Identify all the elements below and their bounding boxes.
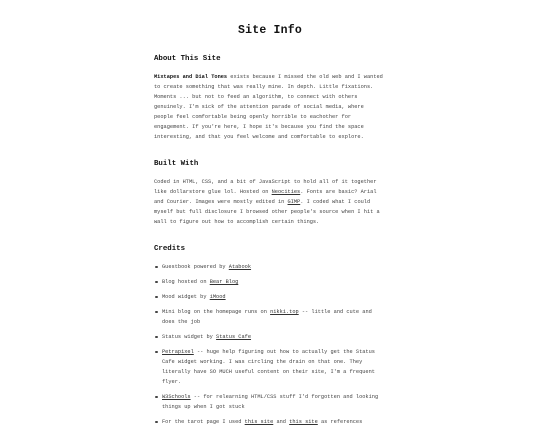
- item-text: and: [273, 419, 290, 425]
- petrapixel-link[interactable]: Petrapixel: [162, 349, 194, 355]
- list-item: [154, 332, 386, 342]
- about-heading: About This Site: [154, 55, 221, 63]
- bear-blog-link[interactable]: Bear Blog: [209, 279, 239, 285]
- site-name: Mixtapes and Dial Tones: [154, 74, 228, 80]
- built-heading: Built With: [154, 160, 199, 168]
- bullet-icon: [155, 266, 158, 269]
- list-item: [154, 292, 386, 302]
- bullet-icon: [155, 351, 158, 354]
- item-text: For the tarot page I used: [162, 419, 245, 425]
- item-text: Guestbook powered by: [162, 264, 229, 270]
- bullet-icon: [155, 421, 158, 424]
- bullet-icon: [155, 311, 158, 314]
- built-text-1: Coded in HTML, CSS, and a bit of JavaScript to hold all of it together like dollarstore glue lol. Hosted on: [154, 179, 377, 195]
- built-section: [154, 160, 386, 227]
- list-item: [154, 262, 386, 272]
- item-text: Mini blog on the homepage runs on: [162, 309, 271, 315]
- bullet-icon: [155, 396, 158, 399]
- atabook-link[interactable]: Atabook: [228, 264, 252, 270]
- item-text: Status widget by: [162, 334, 217, 340]
- item-text: -- huge help figuring out how to actually get the Status Cafe widget working. I was circling the drain on that one. They literally have SO MUCH useful content on their site, I'm a frequent flyer.: [162, 349, 375, 385]
- about-paragraph: [154, 72, 386, 142]
- list-item: [154, 307, 386, 327]
- item-text: Mood widget by: [162, 294, 210, 300]
- tarot-reference-link-1[interactable]: this site: [244, 419, 274, 425]
- list-item: [154, 277, 386, 287]
- w3schools-link[interactable]: W3Schools: [162, 394, 191, 400]
- status-cafe-link[interactable]: Status Cafe: [216, 334, 252, 340]
- item-text: -- for relearning HTML/CSS stuff I'd forgotten and looking things up when I got stuck: [162, 394, 379, 410]
- tarot-reference-link-2[interactable]: this site: [289, 419, 318, 425]
- item-text: Blog hosted on: [162, 279, 210, 285]
- credits-list: [154, 262, 386, 427]
- credits-heading: Credits: [154, 245, 186, 253]
- nikki-top-link[interactable]: nikki.top: [270, 309, 299, 315]
- item-text: as references: [317, 419, 363, 425]
- bullet-icon: [155, 296, 158, 299]
- about-section: [154, 55, 386, 142]
- built-text-3: . I coded what I could myself but full disclosure I browsed other people's source when I hit a wall to figure out how to accomplish certain things.: [154, 199, 380, 225]
- credits-section: [154, 245, 386, 427]
- imood-link[interactable]: iMood: [209, 294, 226, 300]
- built-paragraph: [154, 177, 386, 227]
- list-item: [154, 392, 386, 412]
- about-text: exists because I missed the old web and I wanted to create something that was really mine. In depth. Little fixations. Moments ... but not to feed an algorithm, to connect with others genuinely. I'm sick of the attention parade of social media, where people feel comfortable being openly horrible to eachother for engagement. If you're here, I hope it's because you find the space interesting, and that you feel welcome and comfortable to explore.: [154, 74, 383, 140]
- bullet-icon: [155, 281, 158, 284]
- page: [154, 0, 386, 427]
- gimp-link[interactable]: GIMP: [287, 199, 301, 205]
- page-title: Site Info: [238, 24, 302, 37]
- item-text: -- little and cute and does the job: [162, 309, 372, 325]
- bullet-icon: [155, 336, 158, 339]
- built-text-2: . Fonts are basic? Arial and Courier. Images were mostly edited in: [154, 189, 377, 205]
- list-item: [154, 347, 386, 387]
- neocities-link[interactable]: Neocities: [271, 189, 301, 195]
- list-item: [154, 417, 386, 427]
